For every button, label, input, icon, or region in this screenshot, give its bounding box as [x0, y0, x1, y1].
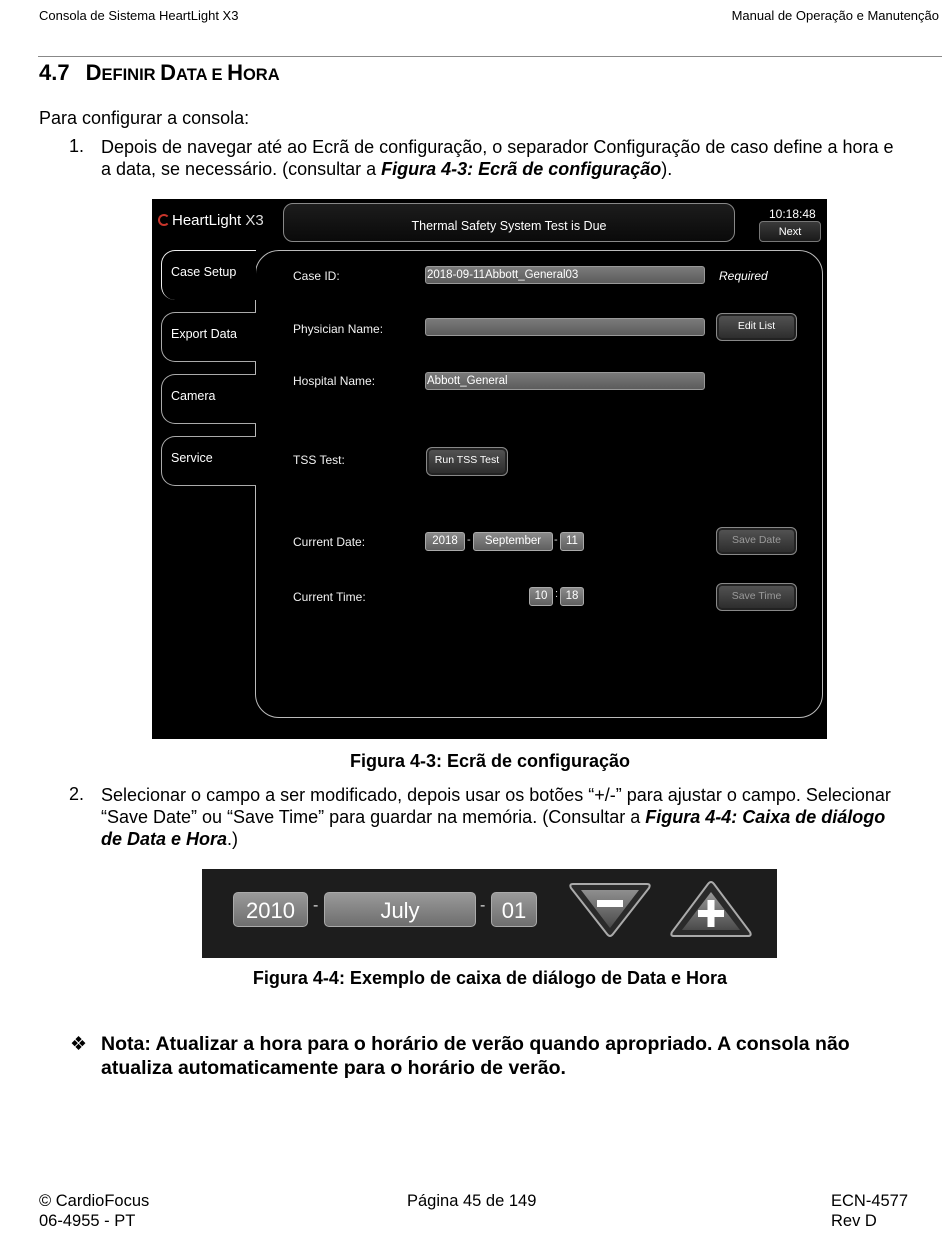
time-minute-field[interactable]: 18	[560, 587, 584, 606]
step-1-line-2	[101, 158, 672, 180]
month-field[interactable]: July	[324, 892, 476, 927]
step-2-line-1: Selecionar o campo a ser modificado, depois usar os botões “+/-” para ajustar o campo. Selecionar	[101, 785, 891, 805]
header-rule	[38, 56, 942, 57]
footer-copyright: © CardioFocus	[39, 1192, 150, 1210]
footer-doc-number: 06-4955 - PT	[39, 1212, 136, 1230]
step-1-text: ).	[661, 159, 673, 179]
section-title-part: EFINIR	[101, 66, 161, 84]
section-title	[39, 60, 280, 86]
intro-text: Para configurar a consola:	[39, 108, 250, 128]
header-right: Manual de Operação e Manutenção	[731, 8, 939, 23]
next-button[interactable]: Next	[759, 221, 821, 242]
footer-rev: Rev D	[831, 1212, 877, 1230]
tab-case-setup[interactable]: Case Setup	[161, 250, 256, 300]
minus-icon	[597, 900, 623, 907]
current-date-label: Current Date:	[293, 535, 366, 549]
status-banner: Thermal Safety System Test is Due	[283, 203, 735, 242]
logo-brand: HeartLight	[172, 212, 242, 229]
save-date-button[interactable]: Save Date	[716, 527, 797, 555]
date-separator: -	[480, 897, 486, 914]
date-time-dialog-screenshot	[202, 869, 777, 958]
date-separator: -	[554, 534, 558, 546]
logo-mark-icon	[158, 214, 170, 226]
step-1-number: 1.	[69, 136, 85, 156]
year-field[interactable]: 2010	[233, 892, 308, 927]
heartlight-logo	[158, 212, 264, 229]
tss-test-label: TSS Test:	[293, 453, 345, 467]
figure-4-3-caption: Figura 4-3: Ecrã de configuração	[349, 751, 631, 771]
note-line-1: Nota: Atualizar a hora para o horário de verão quando apropriado. A consola não	[101, 1033, 850, 1055]
day-field[interactable]: 01	[491, 892, 537, 927]
run-tss-test-button[interactable]: Run TSS Test	[426, 447, 508, 476]
date-day-field[interactable]: 11	[560, 532, 584, 551]
time-hour-field[interactable]: 10	[529, 587, 553, 606]
footer-ecn: ECN-4577	[831, 1192, 909, 1210]
figure-reference-link[interactable]: Figura 4-4: Caixa de diálogo	[645, 807, 886, 827]
physician-name-label: Physician Name:	[293, 322, 384, 336]
note-line-2: atualiza automaticamente para o horário de verão.	[101, 1057, 566, 1079]
footer-page-number: Página 45 de 149	[407, 1192, 537, 1210]
step-2-text: .)	[227, 829, 239, 849]
section-title-part: H	[227, 60, 243, 85]
tab-camera[interactable]: Camera	[161, 374, 256, 424]
tab-export-data[interactable]: Export Data	[161, 312, 256, 362]
figure-reference-link[interactable]: Figura 4-3: Ecrã de configuração	[381, 159, 662, 179]
section-title-part: D	[85, 60, 102, 85]
figure-4-4-caption: Figura 4-4: Exemplo de caixa de diálogo de Data e Hora	[252, 968, 728, 988]
section-title-part: D	[160, 60, 177, 85]
section-title-part: ORA	[242, 66, 280, 84]
section-title-part: ATA E	[176, 66, 228, 84]
clock: 10:18:48	[769, 207, 816, 221]
save-time-button[interactable]: Save Time	[716, 583, 797, 611]
step-2-text: “Save Date” ou “Save Time” para guardar na memória. (Consultar a	[101, 807, 646, 827]
required-text: Required	[719, 269, 768, 283]
current-time-label: Current Time:	[293, 590, 366, 604]
minus-button[interactable]	[567, 880, 653, 940]
date-year-field[interactable]: 2018	[425, 532, 465, 551]
case-id-field[interactable]: 2018-09-11Abbott_General03	[425, 266, 705, 284]
step-1-line-1: Depois de navegar até ao Ecrã de configuração, o separador Configuração de caso define a hora e	[101, 137, 894, 157]
setup-screen-screenshot	[152, 199, 827, 739]
note-bullet-icon: ❖	[70, 1034, 88, 1055]
physician-name-field[interactable]	[425, 318, 705, 336]
step-2-number: 2.	[69, 784, 85, 804]
case-id-label: Case ID:	[293, 269, 340, 283]
date-month-field[interactable]: September	[473, 532, 553, 551]
time-separator: :	[555, 588, 559, 600]
date-separator: -	[313, 897, 319, 914]
tab-service[interactable]: Service	[161, 436, 256, 486]
step-1-text: a data, se necessário. (consultar a	[101, 159, 382, 179]
plus-button[interactable]	[668, 880, 754, 940]
step-2-line-2	[101, 806, 885, 828]
step-2-line-3	[101, 828, 238, 850]
date-separator: -	[467, 534, 471, 546]
edit-list-button[interactable]: Edit List	[716, 313, 797, 341]
hospital-name-label: Hospital Name:	[293, 374, 376, 388]
logo-model: X3	[245, 212, 264, 229]
header-left: Consola de Sistema HeartLight X3	[39, 8, 239, 23]
hospital-name-field[interactable]: Abbott_General	[425, 372, 705, 390]
section-number: 4.7	[39, 60, 70, 85]
figure-reference-link[interactable]: de Data e Hora	[101, 829, 228, 849]
